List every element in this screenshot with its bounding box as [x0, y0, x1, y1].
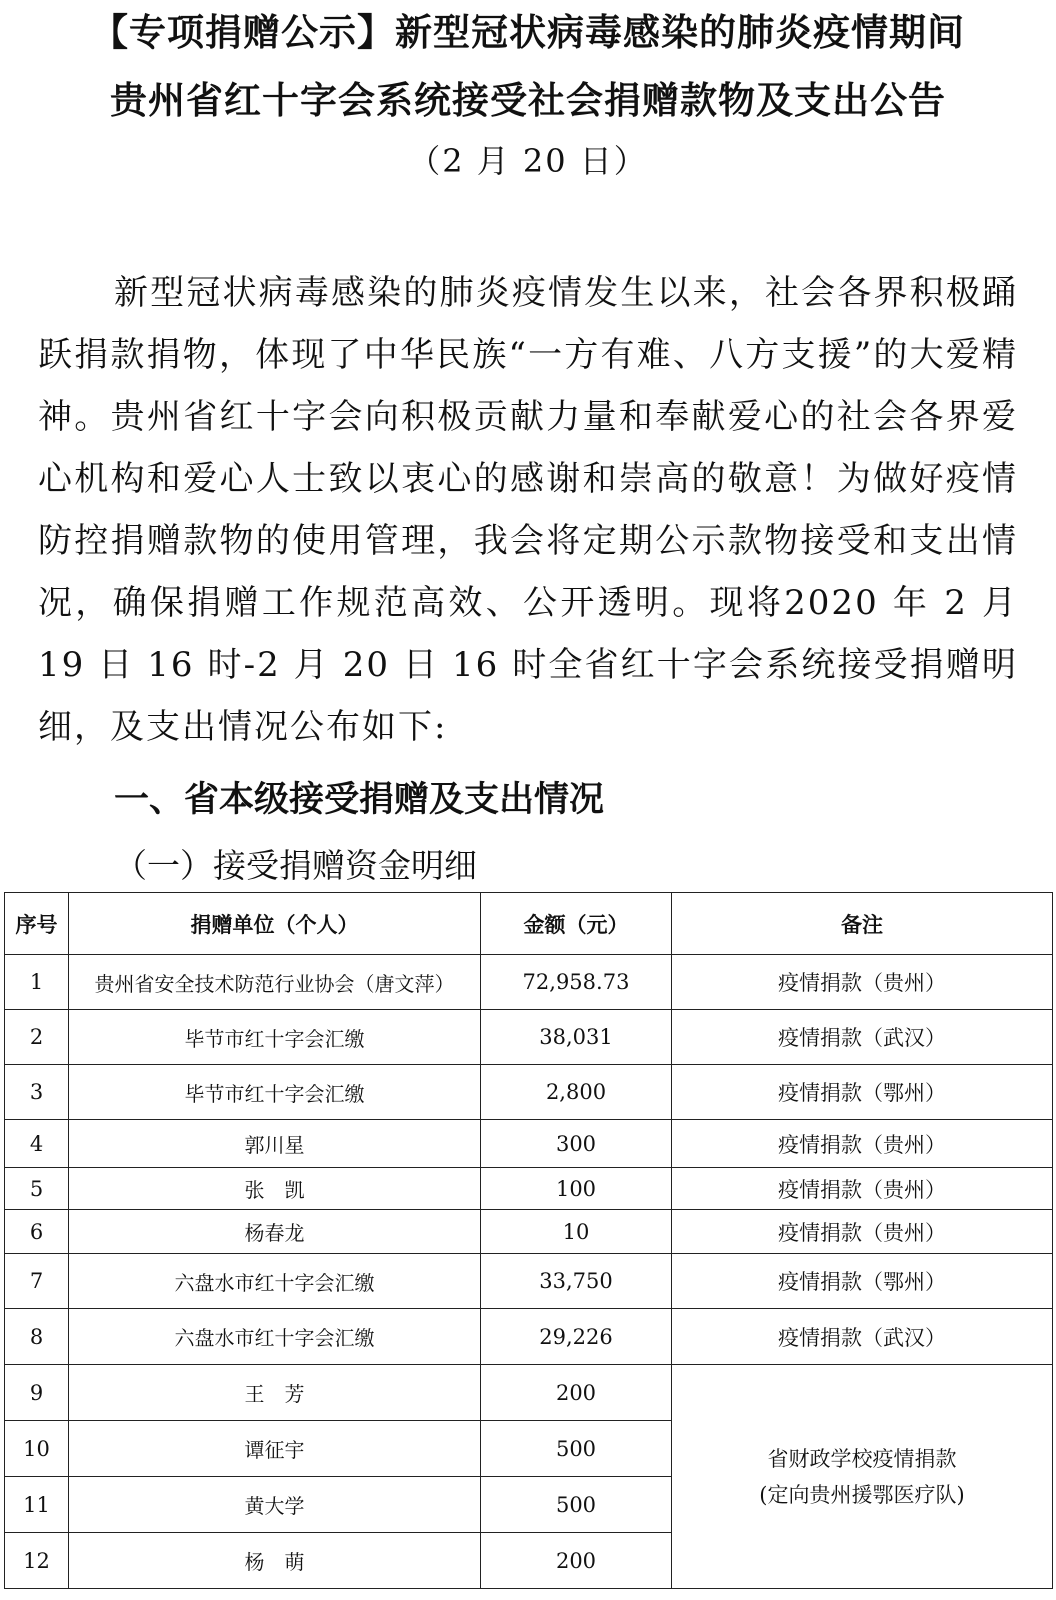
- row-index: 3: [5, 1065, 69, 1120]
- donation-note: 疫情捐款（贵州）: [672, 1120, 1053, 1168]
- donation-note: 疫情捐款（鄂州）: [672, 1065, 1053, 1120]
- merged-note-line-1: 省财政学校疫情捐款: [767, 1446, 957, 1471]
- donation-amount: 38,031: [481, 1010, 672, 1065]
- table-row: [5, 1365, 1053, 1421]
- table-row: [5, 1120, 1053, 1168]
- table-row: [5, 1065, 1053, 1120]
- donation-amount: 300: [481, 1120, 672, 1168]
- column-header-donor: 捐赠单位（个人）: [69, 893, 481, 955]
- column-header-note: 备注: [672, 893, 1053, 955]
- row-index: 9: [5, 1365, 69, 1421]
- donor-name: 黄大学: [69, 1477, 481, 1533]
- donor-name: 王 芳: [69, 1365, 481, 1421]
- table-row: [5, 1309, 1053, 1365]
- table-row: [5, 955, 1053, 1010]
- donor-name: 六盘水市红十字会汇缴: [69, 1309, 481, 1365]
- row-index: 1: [5, 955, 69, 1010]
- subsection-heading: （一）接受捐赠资金明细: [114, 846, 477, 885]
- donation-amount: 500: [481, 1477, 672, 1533]
- donation-note: 疫情捐款（武汉）: [672, 1309, 1053, 1365]
- row-index: 6: [5, 1210, 69, 1254]
- column-header-index: 序号: [5, 893, 69, 955]
- donation-amount: 200: [481, 1365, 672, 1421]
- table-row: [5, 1010, 1053, 1065]
- donation-note: 疫情捐款（贵州）: [672, 1210, 1053, 1254]
- row-index: 10: [5, 1421, 69, 1477]
- donation-table: [4, 892, 1053, 1589]
- document-title-line-2: 贵州省红十字会系统接受社会捐赠款物及支出公告: [110, 79, 946, 122]
- row-index: 8: [5, 1309, 69, 1365]
- donor-name: 谭征宇: [69, 1421, 481, 1477]
- column-header-amount: 金额（元）: [481, 893, 672, 955]
- donor-name: 杨 萌: [69, 1533, 481, 1589]
- section-heading: 一、省本级接受捐赠及支出情况: [114, 780, 605, 820]
- donor-name: 毕节市红十字会汇缴: [69, 1065, 481, 1120]
- donation-amount: 29,226: [481, 1309, 672, 1365]
- donation-note: 疫情捐款（贵州）: [672, 1168, 1053, 1210]
- donation-note: 疫情捐款（武汉）: [672, 1010, 1053, 1065]
- donation-amount: 2,800: [481, 1065, 672, 1120]
- donation-amount: 200: [481, 1533, 672, 1589]
- document-title-line-1: 【专项捐赠公示】新型冠状病毒感染的肺炎疫情期间: [91, 11, 965, 54]
- donation-note: 疫情捐款（鄂州）: [672, 1254, 1053, 1309]
- table-row: [5, 1168, 1053, 1210]
- row-index: 4: [5, 1120, 69, 1168]
- merged-note-line-2: (定向贵州援鄂医疗队): [759, 1482, 965, 1507]
- row-index: 12: [5, 1533, 69, 1589]
- intro-paragraph: 新型冠状病毒感染的肺炎疫情发生以来，社会各界积极踊跃捐款捐物，体现了中华民族“一方有难、八方支援”的大爱精神。贵州省红十字会向积极贡献力量和奉献爱心的社会各界爱心机构和爱心人士致以衷心的感谢和崇高的敬意！为做好疫情防控捐赠款物的使用管理，我会将定期公示款物接受和支出情况，确保捐赠工作规范高效、公开透明。现将2020 年 2 月 19 日 16 时-2 月 20 日 16 时全省红十字会系统接受捐赠明细，及支出情况公布如下:: [38, 273, 1018, 747]
- donor-name: 杨春龙: [69, 1210, 481, 1254]
- donor-name: 张 凯: [69, 1168, 481, 1210]
- table-row: [5, 1210, 1053, 1254]
- row-index: 2: [5, 1010, 69, 1065]
- row-index: 5: [5, 1168, 69, 1210]
- donor-name: 毕节市红十字会汇缴: [69, 1010, 481, 1065]
- donor-name: 贵州省安全技术防范行业协会（唐文萍）: [69, 955, 481, 1010]
- donor-name: 六盘水市红十字会汇缴: [69, 1254, 481, 1309]
- donation-amount: 100: [481, 1168, 672, 1210]
- donation-amount: 72,958.73: [481, 955, 672, 1010]
- row-index: 7: [5, 1254, 69, 1309]
- donation-amount: 10: [481, 1210, 672, 1254]
- table-row: [5, 1254, 1053, 1309]
- donor-name: 郭川星: [69, 1120, 481, 1168]
- merged-donation-note: [672, 1365, 1053, 1589]
- document-date: （2 月 20 日）: [408, 142, 648, 180]
- row-index: 11: [5, 1477, 69, 1533]
- donation-amount: 33,750: [481, 1254, 672, 1309]
- donation-amount: 500: [481, 1421, 672, 1477]
- donation-note: 疫情捐款（贵州）: [672, 955, 1053, 1010]
- table-header-row: [5, 893, 1053, 955]
